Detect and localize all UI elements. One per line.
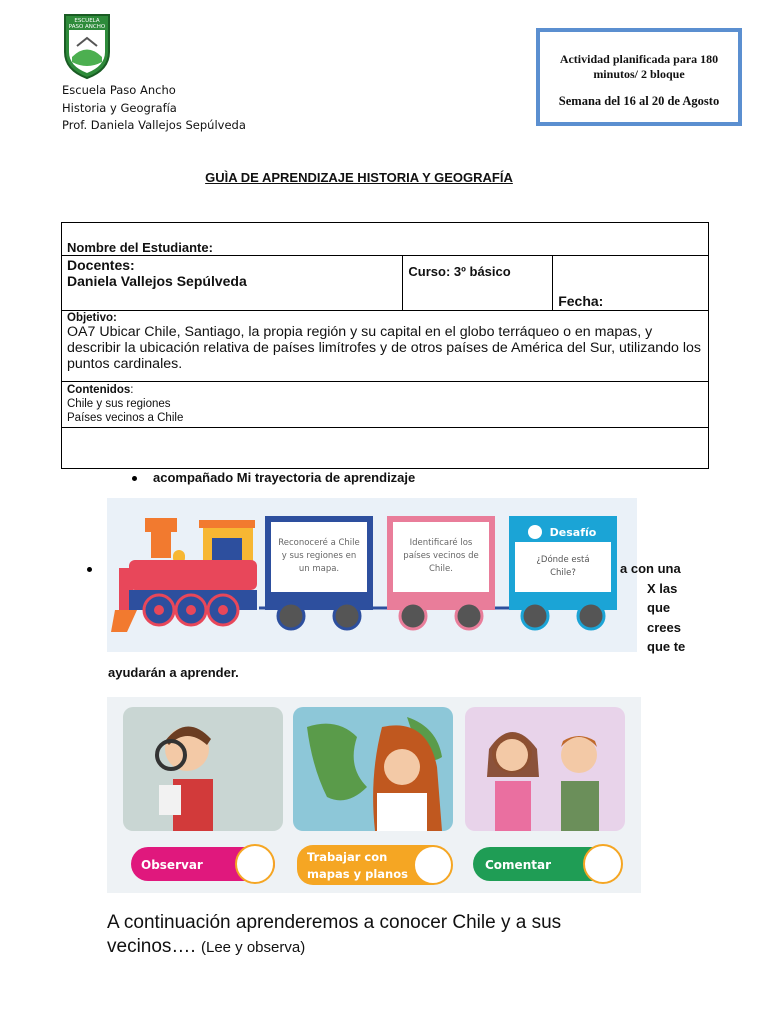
empty-row	[62, 428, 709, 469]
bullet-dot-2	[87, 567, 92, 572]
skills-illustration	[107, 697, 641, 893]
guide-title-text: GUÌA DE APRENDIZAJE HISTORIA Y GEOGRAFÍA	[205, 170, 513, 185]
school-name: Escuela Paso Ancho	[62, 83, 176, 97]
skill-label-2a: Trabajar con	[307, 850, 388, 864]
course-cell	[403, 256, 553, 311]
date-label: Fecha:	[558, 293, 604, 309]
skill-label-3: Comentar	[485, 858, 551, 872]
wagon1-line2: y sus regiones en	[281, 551, 357, 561]
subject-name: Historia y Geografía	[62, 100, 177, 115]
teachers-label: Docentes:	[67, 257, 135, 273]
objective-text: OA7 Ubicar Chile, Santiago, la propia región y su capital en el globo terráqueo o en mapas, y describir la ubicación relativa de países limítrofes y de otros países de América del Sur, utilizando los puntos cardinales.	[67, 324, 702, 372]
bullet-trajectory	[132, 470, 415, 485]
instruction-side-text	[620, 559, 740, 657]
instruction-end: ayudarán a aprender.	[108, 665, 239, 680]
closing-paren: (Lee y observa)	[200, 939, 306, 956]
bullet-dot	[132, 476, 137, 481]
mapas-check-circle	[414, 846, 452, 884]
school-info	[62, 82, 246, 135]
contents-item-1: Chile y sus regiones	[67, 398, 171, 410]
teacher-line: Prof. Daniela Vallejos Sepúlveda	[62, 118, 246, 132]
side-text-1: a con una	[620, 561, 681, 576]
contents-label: Contenidos	[67, 384, 131, 396]
challenge-icon	[528, 525, 542, 539]
wagon2-line2: países vecinos de	[403, 551, 479, 561]
side-text-3: que	[647, 600, 671, 615]
wagon2-line1: Identificaré los	[409, 538, 473, 548]
wagon1-line1: Reconoceré a Chile	[278, 538, 360, 548]
plan-box	[536, 28, 742, 126]
skill-label-2b: mapas y planos	[307, 867, 408, 881]
teacher-name: Daniela Vallejos Sepúlveda	[67, 273, 247, 289]
contents-colon: :	[130, 384, 134, 396]
closing-main: A continuación aprenderemos a conocer Chile y a sus vecinos….	[107, 912, 562, 957]
closing-text	[107, 911, 627, 960]
objective-cell	[62, 311, 709, 382]
student-name-label: Nombre del Estudiante:	[67, 240, 213, 255]
wagon2-line3: Chile.	[429, 564, 453, 574]
plan-duration: Actividad planificada para 180 minutos/ 2 bloque	[559, 52, 719, 81]
date-cell	[553, 256, 709, 311]
side-text-2: X las	[647, 580, 678, 596]
wagon3-badge: Desafío	[549, 526, 597, 539]
learning-train-illustration	[107, 498, 637, 652]
logo-text-1: ESCUELA	[74, 18, 100, 24]
wagon1-line3: un mapa.	[298, 564, 340, 574]
side-text-4: crees	[647, 619, 681, 635]
side-text-5: que te	[647, 639, 686, 654]
student-info-table	[61, 222, 709, 469]
logo-text-2: PASO ANCHO	[68, 24, 106, 30]
contents-item-2: Países vecinos a Chile	[67, 412, 184, 424]
school-logo	[62, 12, 112, 80]
observar-check-circle	[236, 845, 274, 883]
skill-label-1: Observar	[141, 858, 203, 872]
teachers-cell	[62, 256, 403, 311]
contents-cell	[62, 382, 709, 428]
objective-label: Objetivo:	[67, 312, 117, 324]
guide-title	[0, 170, 718, 185]
course-label: Curso: 3º básico	[408, 264, 511, 279]
wagon3-line2: Chile?	[550, 568, 576, 578]
comentar-check-circle	[584, 845, 622, 883]
student-name-cell	[62, 223, 709, 256]
wagon3-line1: ¿Dónde está	[536, 555, 590, 565]
plan-week: Semana del 16 al 20 de Agosto	[558, 94, 720, 108]
bullet-trajectory-text: acompañado Mi trayectoria de aprendizaje	[153, 470, 416, 485]
